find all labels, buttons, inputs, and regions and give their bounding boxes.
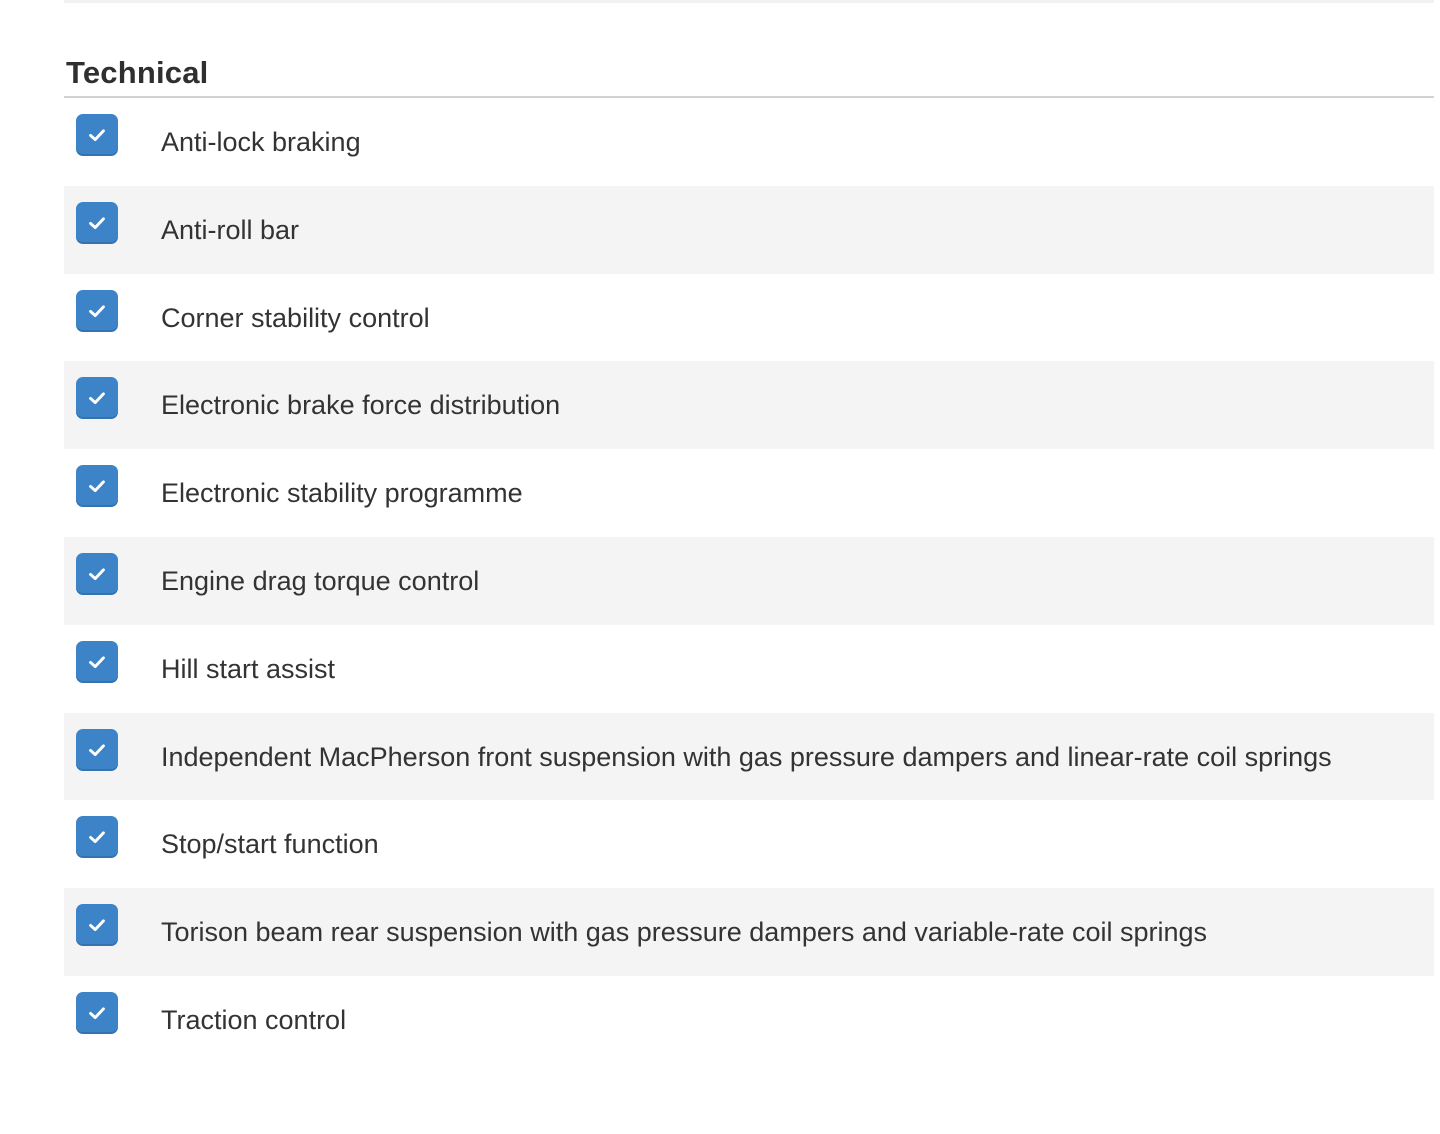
checkmark-icon [86, 914, 108, 936]
feature-label: Engine drag torque control [161, 565, 480, 596]
feature-label: Electronic brake force distribution [161, 390, 561, 421]
checkmark-icon [86, 739, 108, 761]
checkbox-checked[interactable] [76, 641, 118, 683]
list-item [64, 98, 1434, 186]
feature-label: Independent MacPherson front suspension with gas pressure dampers and linear-rate coil springs [161, 741, 1332, 772]
list-item [64, 800, 1434, 888]
list-item [64, 625, 1434, 713]
checkmark-icon [86, 475, 108, 497]
feature-list [64, 98, 1434, 1064]
list-item [64, 888, 1434, 976]
list-item [64, 186, 1434, 274]
feature-label: Torison beam rear suspension with gas pressure dampers and variable-rate coil springs [161, 917, 1208, 948]
checkmark-icon [86, 826, 108, 848]
checkbox-checked[interactable] [76, 114, 118, 156]
checkbox-checked[interactable] [76, 904, 118, 946]
checkmark-icon [86, 1002, 108, 1024]
top-divider [64, 0, 1434, 3]
feature-label: Stop/start function [161, 829, 379, 860]
feature-label: Anti-roll bar [161, 214, 300, 245]
checkbox-checked[interactable] [76, 465, 118, 507]
feature-label: Electronic stability programme [161, 478, 523, 509]
list-item [64, 361, 1434, 449]
checkmark-icon [86, 300, 108, 322]
checkbox-checked[interactable] [76, 992, 118, 1034]
checkbox-checked[interactable] [76, 729, 118, 771]
feature-label: Anti-lock braking [161, 127, 361, 157]
section-title: Technical [64, 50, 1434, 98]
list-item [64, 537, 1434, 625]
list-item [64, 976, 1434, 1064]
checkmark-icon [86, 387, 108, 409]
checkbox-checked[interactable] [76, 816, 118, 858]
list-item [64, 274, 1434, 362]
checkmark-icon [86, 563, 108, 585]
list-item [64, 713, 1434, 801]
checkbox-checked[interactable] [76, 202, 118, 244]
checkmark-icon [86, 212, 108, 234]
checkmark-icon [86, 124, 108, 146]
feature-label: Traction control [161, 1004, 347, 1035]
technical-section [64, 50, 1434, 1064]
checkmark-icon [86, 651, 108, 673]
checkbox-checked[interactable] [76, 377, 118, 419]
feature-label: Corner stability control [161, 302, 430, 333]
feature-label: Hill start assist [161, 653, 336, 684]
checkbox-checked[interactable] [76, 290, 118, 332]
list-item [64, 449, 1434, 537]
checkbox-checked[interactable] [76, 553, 118, 595]
